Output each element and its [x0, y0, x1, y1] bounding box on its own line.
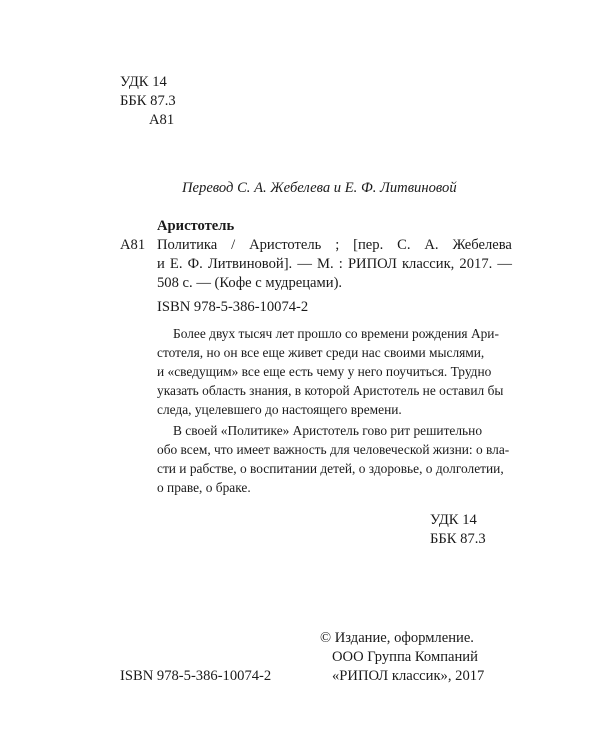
translation-credit: Перевод С. А. Жебелева и Е. Ф. Литвиновой: [182, 180, 457, 196]
catalog-word: [пер.: [353, 237, 384, 253]
catalog-word: Жебелева: [452, 237, 512, 253]
annotation-line: стотеля, но он все еще живет среди нас своими мыслями,: [157, 345, 485, 360]
copyright-line: «РИПОЛ классик», 2017: [332, 668, 485, 684]
catalog-word: А.: [424, 237, 439, 253]
copyright-line: ООО Группа Компаний: [332, 649, 478, 665]
annotation-line: Более двух тысяч лет прошло со времени рождения Ари-: [173, 326, 499, 341]
footer-isbn: ISBN 978-5-386-10074-2: [120, 668, 272, 684]
catalog-word: ;: [335, 237, 340, 253]
catalog-word: Ф.: [187, 256, 203, 272]
catalog-description-line-1: [157, 236, 512, 255]
catalog-description-line-3: 508 с. — (Кофе с мудрецами).: [157, 275, 343, 291]
bottom-udk-code: УДК 14: [430, 512, 477, 528]
annotation-line: В своей «Политике» Аристотель гово рит решительно: [173, 423, 483, 438]
annotation-line: обо всем, что имеет важность для человеческой жизни: о вла-: [157, 442, 510, 457]
catalog-word: С.: [397, 237, 411, 253]
catalog-word: классик,: [401, 256, 455, 272]
catalog-word: :: [338, 256, 343, 272]
annotation-line: сти и рабстве, о воспитании детей, о здоровье, о долголетии,: [157, 461, 504, 476]
catalog-word: и: [157, 256, 165, 272]
catalog-description-line-2: [157, 255, 512, 274]
bbk-code: ББК 87.3: [120, 93, 176, 109]
catalog-word: Литвиновой].: [207, 256, 293, 272]
catalog-word: М.: [317, 256, 334, 272]
catalog-isbn: ISBN 978-5-386-10074-2: [157, 299, 309, 315]
catalog-mark: А81: [120, 237, 146, 253]
catalog-word: РИПОЛ: [347, 256, 397, 272]
catalog-author: Аристотель: [157, 218, 235, 234]
catalog-word: /: [231, 237, 236, 253]
catalog-word: Аристотель: [249, 237, 322, 253]
udk-code: УДК 14: [120, 74, 167, 90]
annotation-line: и «сведущим» все еще есть чему у него поучиться. Трудно: [157, 364, 492, 379]
catalog-word: Политика: [157, 237, 218, 253]
catalog-word: —: [297, 256, 312, 272]
annotation-line: следа, уцелевшего до настоящего времени.: [157, 402, 402, 417]
bottom-bbk-code: ББК 87.3: [430, 531, 486, 547]
catalog-word: Е.: [169, 256, 183, 272]
catalog-word: 2017.: [459, 256, 493, 272]
author-mark: А81: [149, 112, 175, 128]
catalog-word: —: [497, 256, 512, 272]
copyright-line: © Издание, оформление.: [320, 630, 474, 646]
annotation-line: указать область знания, в которой Аристотель не оставил бы: [157, 383, 504, 398]
annotation-line: о праве, о браке.: [157, 480, 251, 495]
